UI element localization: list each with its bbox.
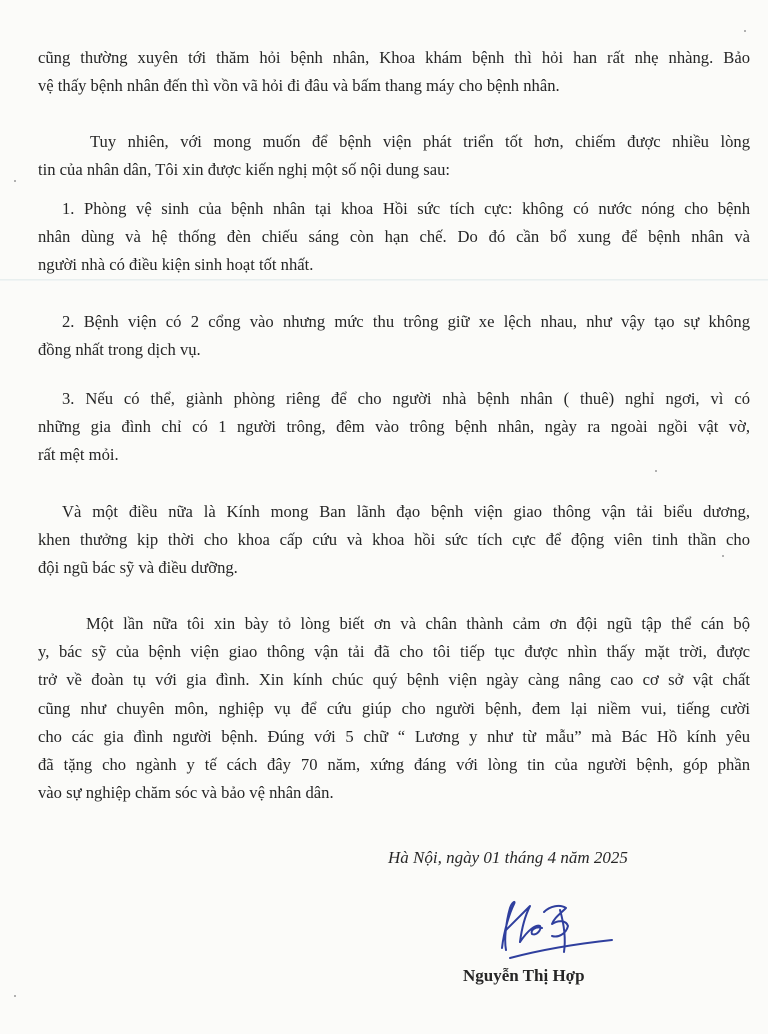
- text-line: tin của nhân dân, Tôi xin được kiến nghị một số nội dung sau:: [38, 160, 450, 180]
- text-line: những gia đình chỉ có 1 người trông, đêm vào trông bệnh nhân, ngày ra ngoài ngồi vật vờ,: [38, 417, 750, 437]
- paper-speck: [14, 995, 16, 997]
- paragraph-commendation-request: [38, 498, 750, 583]
- recommendation-item-3: [38, 385, 750, 470]
- place-date-line: Hà Nội, ngày 01 tháng 4 năm 2025: [388, 848, 628, 867]
- text-line: cho các gia đình người bệnh. Đúng với 5 chữ “ Lương y như từ mẫu” mà Bác Hồ kính yêu: [38, 726, 750, 746]
- signature-strokes: [502, 902, 612, 958]
- recommendation-item-2: [38, 308, 750, 364]
- paragraph-gratitude: [38, 610, 750, 807]
- paragraph-closing-praise: [38, 44, 750, 100]
- text-line: trở về đoàn tụ với gia đình. Xin kính chúc quý bệnh viện ngày càng nâng cao cơ sở vật chất: [38, 670, 750, 690]
- text-line: rất mệt mỏi.: [38, 445, 119, 465]
- handwritten-signature: [480, 890, 620, 970]
- paper-speck: [14, 180, 16, 182]
- text-line: đã tặng cho ngành y tế cách đây 70 năm, xứng đáng với lòng tin của người bệnh, góp phần: [38, 755, 750, 775]
- text-line: vào sự nghiệp chăm sóc và bảo vệ nhân dân.: [38, 783, 334, 803]
- text-line: vệ thấy bệnh nhân đến thì vồn vã hỏi đi đâu và bấm thang máy cho bệnh nhân.: [38, 76, 560, 96]
- text-line: người nhà có điều kiện sinh hoạt tốt nhất.: [38, 255, 314, 275]
- text-line: đồng nhất trong dịch vụ.: [38, 340, 201, 360]
- text-line: khen thưởng kịp thời cho khoa cấp cứu và khoa hồi sức tích cực để động viên tinh thần cho: [38, 530, 750, 550]
- paper-speck: [722, 555, 724, 557]
- text-line: đội ngũ bác sỹ và điều dưỡng.: [38, 558, 238, 578]
- text-line: Và một điều nữa là Kính mong Ban lãnh đạo bệnh viện giao thông vận tải biểu dương,: [62, 502, 750, 521]
- text-line: nhân dùng và hệ thống đèn chiếu sáng còn hạn chế. Do đó cần bổ xung để bệnh nhân và: [38, 227, 750, 247]
- paper-speck: [744, 30, 746, 32]
- text-line: cũng như chuyên môn, nghiệp vụ để cứu giúp cho người bệnh, đem lại niềm vui, tiếng cười: [38, 698, 750, 718]
- paragraph-recommendation-intro: [38, 128, 750, 184]
- text-line: 2. Bệnh viện có 2 cổng vào nhưng mức thu trông giữ xe lệch nhau, như vậy tạo sự không: [62, 312, 750, 331]
- text-line: y, bác sỹ của bệnh viện giao thông vận tải đã cho tôi tiếp tục được nhìn thấy mặt trời, được: [38, 642, 750, 662]
- recommendation-item-1: [38, 195, 750, 280]
- text-line: 1. Phòng vệ sinh của bệnh nhân tại khoa Hồi sức tích cực: không có nước nóng cho bệnh: [62, 199, 750, 218]
- text-line: cũng thường xuyên tới thăm hỏi bệnh nhân, Khoa khám bệnh thì hỏi han rất nhẹ nhàng. Bảo: [38, 48, 750, 67]
- text-line: 3. Nếu có thể, giành phòng riêng để cho người nhà bệnh nhân ( thuê) nghỉ ngơi, vì có: [62, 389, 750, 408]
- paper-speck: [655, 470, 657, 472]
- text-line: Tuy nhiên, với mong muốn để bệnh viện phát triển tốt hơn, chiếm được nhiều lòng: [90, 132, 750, 151]
- text-line: Một lần nữa tôi xin bày tỏ lòng biết ơn và chân thành cảm ơn đội ngũ tập thể cán bộ: [86, 614, 750, 633]
- signer-name: Nguyễn Thị Hợp: [463, 966, 585, 985]
